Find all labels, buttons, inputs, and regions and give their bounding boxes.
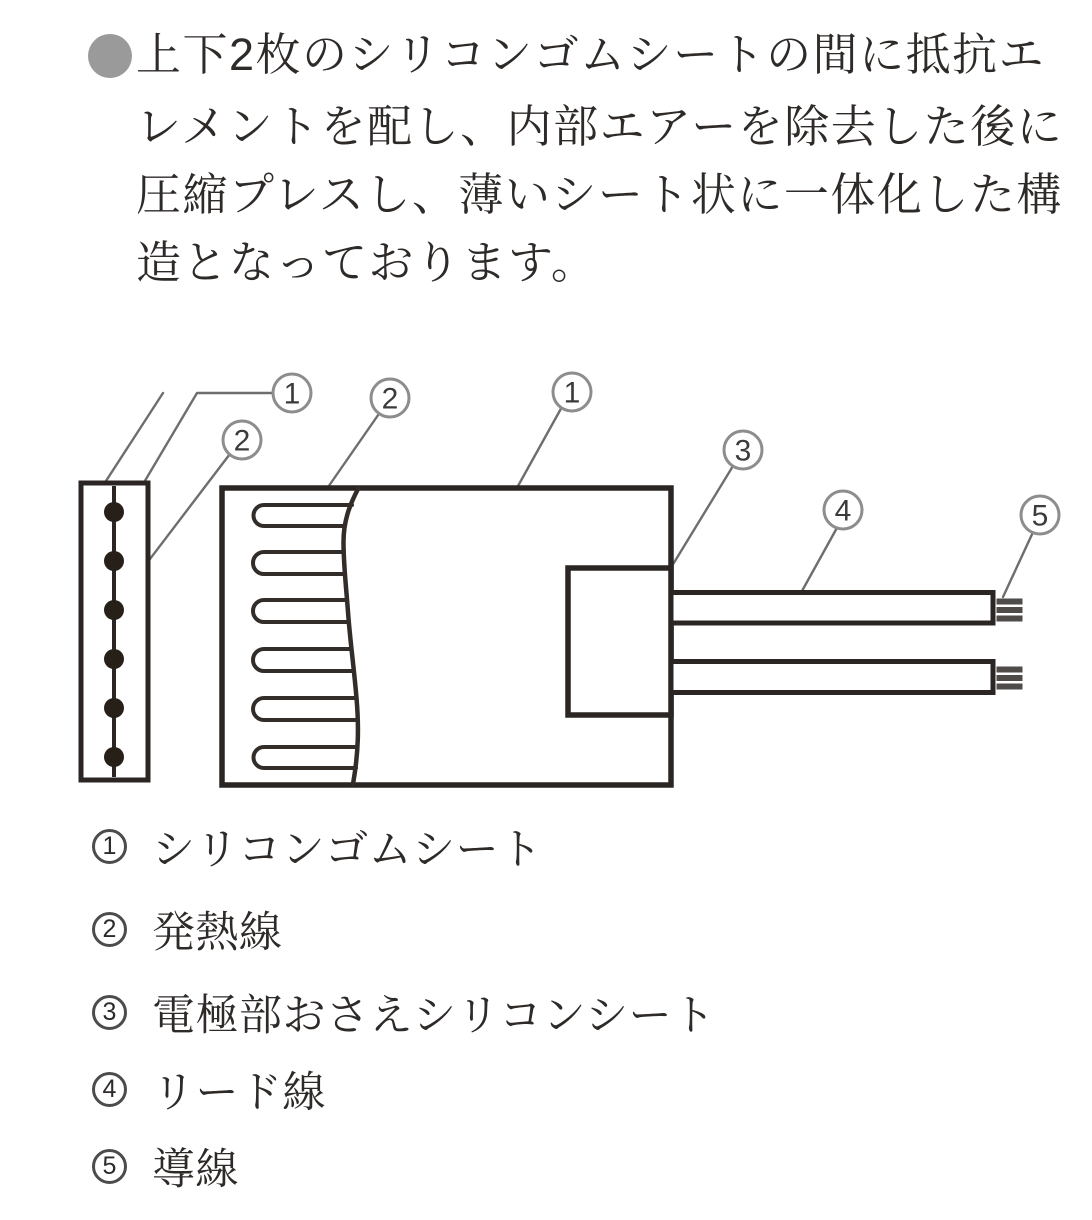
- callout-5-leader: [1003, 530, 1034, 597]
- callout-number: 1: [283, 377, 301, 411]
- callout-number: 1: [563, 376, 581, 410]
- electrode-press-sheet-rect: [568, 568, 671, 715]
- legend-number-badge: 1: [92, 829, 127, 864]
- legend-label: 導線: [152, 1145, 239, 1194]
- legend-label: シリコンゴムシート: [152, 825, 543, 874]
- conductor-strand: [997, 599, 1023, 605]
- legend-number-badge: 2: [92, 912, 127, 947]
- callout-4-leader: [802, 526, 838, 591]
- wire-dot: [104, 551, 124, 571]
- conductor-strand: [997, 675, 1023, 681]
- callout-number: 3: [734, 434, 752, 468]
- callout-1-top-leader: [518, 405, 563, 486]
- conductor-strand: [997, 616, 1023, 622]
- wire-dot: [104, 600, 124, 620]
- wire-dot: [104, 747, 124, 767]
- conductor-strand: [997, 667, 1023, 673]
- legend-item-heating-wire: [92, 907, 283, 957]
- conductor-strand: [997, 607, 1023, 613]
- conductor-strand: [997, 684, 1023, 690]
- conductor-strands-bottom: [997, 667, 1023, 690]
- legend-label: 発熱線: [152, 908, 283, 957]
- legend-item-electrode-sheet: [92, 990, 716, 1040]
- lead-wire-top-rect: [671, 593, 993, 624]
- callout-number: 4: [834, 494, 852, 528]
- intro-line: 圧縮プレスし、薄いシート状に一体化した構: [136, 169, 1063, 220]
- callout-number: 2: [233, 424, 251, 458]
- legend-number-badge: 5: [92, 1149, 127, 1184]
- legend-number-badge: 4: [92, 1072, 127, 1107]
- legend-item-conductor: [92, 1144, 239, 1194]
- legend-label: 電極部おさえシリコンシート: [152, 991, 716, 1040]
- conductor-strands-top: [997, 599, 1023, 622]
- callout-number: 5: [1031, 499, 1049, 533]
- legend-item-lead-wire: [92, 1067, 326, 1117]
- intro-line: レメントを配し、内部エアーを除去した後に: [136, 101, 1064, 152]
- wire-dot: [104, 649, 124, 669]
- callout-number: 2: [381, 382, 399, 416]
- legend-item-silicone-sheet: [92, 824, 543, 874]
- lead-wire-bottom-rect: [671, 662, 993, 693]
- wire-dot: [104, 502, 124, 522]
- intro-line: 上下2枚のシリコンゴムシートの間に抵抗エ: [136, 29, 1046, 80]
- wire-dot: [104, 698, 124, 718]
- legend-label: リード線: [152, 1068, 326, 1117]
- legend-number-badge: 3: [92, 995, 127, 1030]
- intro-line: 造となっております。: [136, 237, 598, 288]
